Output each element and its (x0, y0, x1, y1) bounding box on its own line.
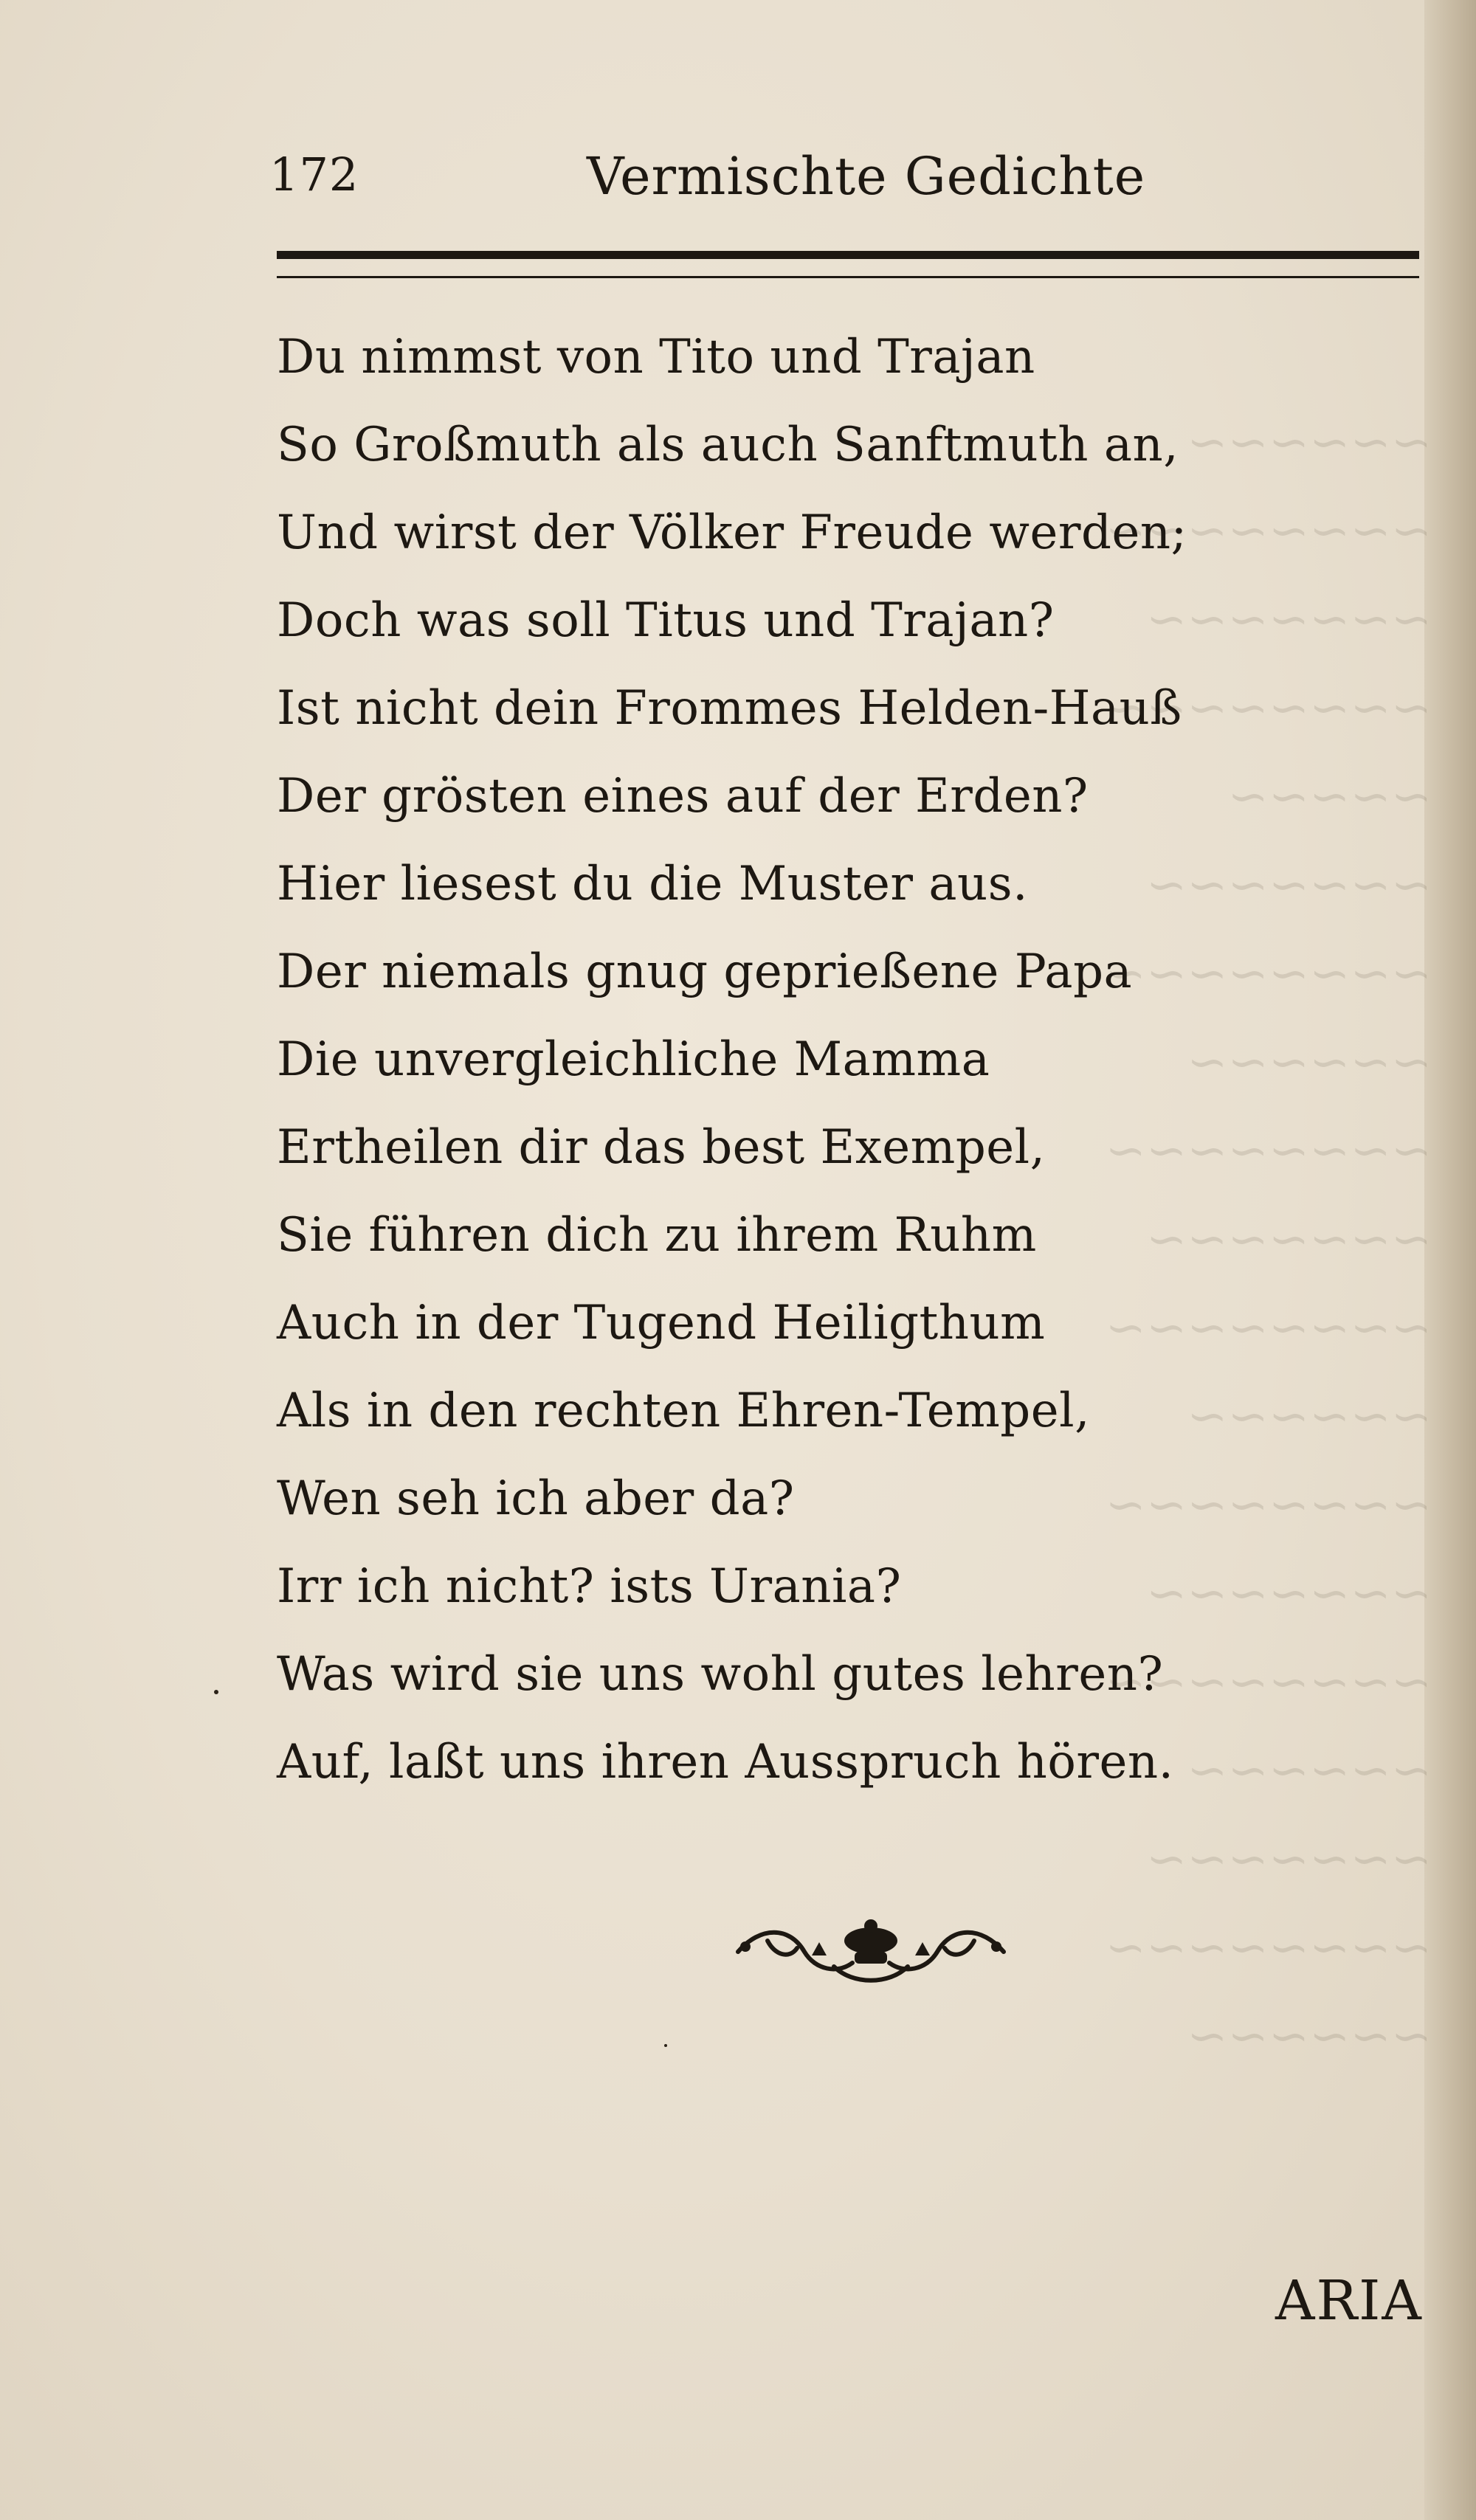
poem-line: Hier liesest du die Muster aus. (277, 857, 1028, 911)
catchword: ARIA (1275, 2269, 1423, 2333)
poem-line: Und wirst der Völker Freude werden; (277, 505, 1187, 560)
running-head-title: Vermischte Gedichte (587, 146, 1146, 207)
poem-line: Die unvergleichliche Mamma (277, 1032, 990, 1087)
poem-line: Der niemals gnug geprießene Papa (277, 945, 1133, 999)
poem-line: Ist nicht dein Frommes Helden-Hauß (277, 681, 1182, 736)
poem-line: Der grösten eines auf der Erden? (277, 769, 1089, 824)
poem-text (277, 314, 1236, 1806)
poem-line: Sie führen dich zu ihrem Ruhm (277, 1208, 1037, 1263)
poem-line: So Großmuth als auch Sanftmuth an, (277, 418, 1179, 472)
running-head (269, 148, 1421, 214)
poem-line: Doch was soll Titus und Trajan? (277, 593, 1055, 648)
poem-line: Auch in der Tugend Heiligthum (277, 1296, 1046, 1350)
page-number: 172 (269, 148, 359, 201)
poem-line: Ertheilen dir das best Exempel, (277, 1120, 1046, 1175)
floral-vignette-icon (723, 1911, 1018, 1992)
poem-line: Was wird sie uns wohl gutes lehren? (277, 1647, 1164, 1702)
poem-line: Auf, laßt uns ihren Ausspruch hören. (277, 1735, 1174, 1789)
poem-line: Wen seh ich aber da? (277, 1471, 795, 1526)
ink-speck (664, 2044, 667, 2047)
poem-line: Du nimmst von Tito und Trajan (277, 330, 1035, 384)
ink-speck (214, 1690, 218, 1694)
header-rule-thick (277, 251, 1419, 259)
page-edge (1424, 0, 1476, 2520)
poem-line: Irr ich nicht? ists Urania? (277, 1559, 902, 1614)
header-rule-thin (277, 276, 1419, 278)
poem-line: Als in den rechten Ehren-Tempel, (277, 1384, 1090, 1438)
show-through-bleed: ~~~~~~ ~~~~~~~~ ~~~~~~~ ~~~~~~~~ ~~~~~ ~~~~~~~ ~~~~~~~~ ~~~~~~ ~~~~~~~~ ~~~~~~~ ~~~~~~~~ ~~~~~~ ~~~~~~~~ ~~~~~~~ ~~~~~~~~ ~~~~~~ ~~~~~~~ ~~~~~~~~ ~~~~~~ (1105, 414, 1432, 2065)
